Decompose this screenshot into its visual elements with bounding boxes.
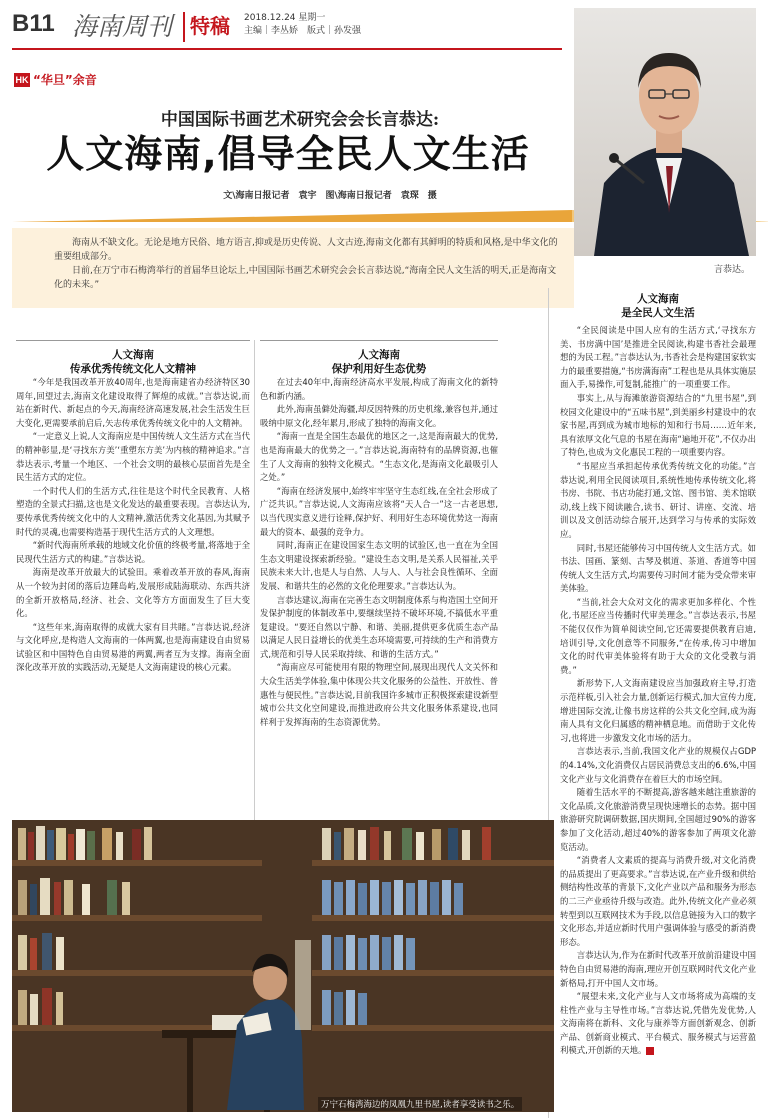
body-paragraph: 言恭达认为,作为在新时代改革开放前沿建设中国特色自由贸易港的海南,理应开创互联网时代文化产业新格局,打开中国人文市场。 (560, 950, 756, 988)
portrait-photo (574, 8, 756, 256)
section-heading-line: 保护利用好生态优势 (331, 363, 427, 375)
body-paragraph: “新时代海南所承载的地域文化价值的终极考量,将落地于全民现代生活方式的构建。”言恭达说。 (16, 540, 250, 564)
body-paragraph: 海南是改革开放最大的试验田。乘着改革开放的春风,海南从一个较为封闭的落后边陲岛屿,发展形成陆海联动、东西共济的全新开放格局,经济、社会、文化等方方面面发生了巨大变化。 (16, 567, 250, 619)
end-mark-icon (646, 1047, 654, 1055)
section-label: 特稿 (190, 14, 230, 38)
body-paragraph: “海南应尽可能使用有限的物理空间,展现出现代人文关怀和大众生活美学体验,集中体现公共文化服务的公益性、开放性、普惠性与便民性。”言恭达说,目前我国许多城市正积极探索建设新型城市公共文化空间建设,而推进政府公共文化服务体系建设,也同样利于发挥海南的生态资源优势。 (260, 662, 498, 727)
issue-meta (244, 12, 361, 38)
article-column (260, 348, 498, 818)
section-heading-line: 人文海南 (112, 349, 154, 361)
headline: 人文海南,倡导全民人文生活 (46, 132, 530, 176)
section-heading (560, 292, 756, 320)
body-paragraph: “海南一直是全国生态最优的地区之一,这是海南最大的优势,也是海南最大的优势之一。”言恭达说,海南特有的品牌资源,也催生了人文海南的独特文化模式。“生态文化,是海南文化最吸引人之处。” (260, 431, 498, 483)
body-paragraph: “海南在经济发展中,始终牢牢坚守生态红线,在全社会形成了广泛共识。”言恭达说,人文海南应该将“天人合一”这一古老思想,以当代现实意义进行诠释,保护好、利用好生态环境优势这一海南最大的资本、最强的竞争力。 (260, 485, 498, 537)
portrait-caption: 言恭达。 (713, 265, 750, 275)
masthead-divider (183, 12, 185, 42)
body-paragraph: 事实上,从与海滩旅游资源结合的“九里书屋”,到校园文化建设中的“五味书屋”,到美丽乡村建设中的农家书屋,再到成为城市地标的知和行书局……近年来,具有浓厚文化气息的书屋在海南“遍地开花”,不仅办出了特色,也成为文化惠民工程的一项重要内容。 (560, 392, 756, 458)
page-number: B11 (12, 10, 55, 37)
body-paragraph: “全民阅读是中国人应有的生活方式,‘寻找东方美、书房满中国’是推进全民阅读,构建书香社会最理想的为民工程。”言恭达认为,书香社会是构建国家软实力的最重要措施,“书房满海南”工程也是从具体实施层面入手,易操作,可复制,能推广的一项重要工作。 (560, 325, 756, 390)
bookstore-photo (12, 820, 554, 1112)
article-column (560, 292, 756, 1115)
section-heading-line: 是全民人文生活 (621, 307, 695, 319)
body-paragraph: 在过去40年中,海南经济高水平发展,构成了海南文化的新特色和新内涵。 (260, 377, 498, 401)
body-paragraph: “这些年来,海南取得的成就大家有目共睹。”言恭达说,经济与文化呼应,是构造人文海南的一体两翼,也是海南建设自由贸易试验区和中国特色自由贸易港的两翼,两者互为支撑。海南全面深化改革开放的实践活动,无疑是人文海南建设的核心元素。 (16, 621, 250, 673)
lead-paragraph: 海南从不缺文化。无论是地方民俗、地方语言,抑或是历史传说、人文古迹,海南文化都有其鲜明的特质和风格,是中华文化的重要组成部分。 (54, 238, 558, 262)
section-heading-line: 人文海南 (637, 293, 679, 305)
speaker-portrait-icon (574, 8, 756, 256)
body-paragraph: 同时,海南正在建设国家生态文明的试验区,也一直在为全国生态文明建设探索新经验。“建设生态文明,是关系人民福祉,关乎民族未来大计,也是人与自然、人与人、人与社会良性循环、全面发展、和谐共生的必然的文化伦理要求。”言恭达认为。 (260, 540, 498, 591)
column-rule (260, 340, 498, 341)
body-paragraph: 此外,海南虽僻处海疆,却反因特殊的历史机缘,兼容包并,通过吸纳中原文化,经年累月,形成了独特的海南文化。 (260, 404, 498, 428)
editor-credits: 主编｜李丛娇 版式｜孙发强 (244, 26, 362, 36)
column-rule (16, 340, 250, 341)
column-tag: “华旦”余音 (33, 73, 97, 87)
article-column (16, 348, 250, 818)
section-heading (16, 348, 250, 376)
body-paragraph: 新形势下,人文海南建设应当加强政府主导,打造示范样板,引入社会力量,创新运行模式,加大宣传力度,增进国际交流,让像书房这样的公共文化空间,成为海南人具有文化归属感的精神栖息地。而借助于文化传习,也将进一步激发文化市场的活力。 (560, 678, 756, 743)
lead-paragraph: 日前,在万宁市石梅湾举行的首届华旦论坛上,中国国际书画艺术研究会会长言恭达说,“海南全民人文生活的明天,正是海南文化的未来。” (54, 266, 557, 290)
body-paragraph: “一定意义上说,人文海南应是中国传统人文生活方式在当代的精神彰显,是‘寻找东方美’‘重塑东方美’为内核的精神追求。”言恭达表示,考量一个地区、一个社会文明的最核心层面首先是全民生活方式的定位。 (16, 431, 250, 483)
body-paragraph: 言恭达建议,海南在完善生态文明制度体系与构造国土空间开发保护制度的体制改革中,要继续坚持不破坏环境,不搞低水平重复建设。“要还自然以宁静、和谐、美丽,提供更多优质生态产品以满足人民日益增长的优美生态环境需要,可持续的生产和消费方式,规范和引导人民采取持续、和谐的生活方式。” (260, 594, 498, 659)
body-paragraph: 一个时代人们的生活方式,往往是这个时代全民教育、人格塑造的全景式扫描,这也是文化发达的最重要表现。言恭达认为,要传承优秀传统文化中的人文精神,激活优秀文化基因,为其赋予时代的灵魂,也需要构造基于现代生活方式的人文理想。 (16, 485, 250, 537)
bookshelf-reader-photo-icon (12, 820, 554, 1112)
body-paragraph: 随着生活水平的不断提高,游客越来越注重旅游的文化品质,文化旅游消费呈现快速增长的态势。据中国旅游研究院调研数据,国庆期间,全国超过90%的游客参加了文化活动,超过40%的游客参加了两项文化游览活动。 (560, 787, 756, 852)
lead-box (12, 228, 574, 308)
body-paragraph-text: “展望未来,文化产业与人文市场将成为高端的支柱性产业与主导性市场。”言恭达说,凭借先发优势,人文海南将在新科、文化与康养等方面创新观念、创新产品、创新商业模式、平台模式、服务模式与运营盈利模式,开创新的天地。 (560, 991, 756, 1056)
column-divider (254, 340, 255, 820)
hk-badge-icon: HK (15, 75, 29, 85)
issue-date: 2018.12.24 星期一 (244, 13, 326, 23)
headline-kicker: 中国国际书画艺术研究会会长言恭达: (160, 110, 440, 130)
publication-logo (70, 8, 180, 44)
body-paragraph: 同时,书屋还能够传习中国传统人文生活方式。如书法、国画、篆刻、古琴及棋道、茶道、香道等中国传统人文生活方式,均需要传习时间才能为受众带来审美体验。 (560, 542, 756, 594)
section-heading-line: 人文海南 (358, 349, 400, 361)
section-heading (260, 348, 498, 376)
publication-name: 海南周刊 (72, 12, 173, 41)
top-rule (12, 48, 562, 50)
body-paragraph: 言恭达表示,当前,我国文化产业的规模仅占GDP的4.14%,文化消费仅占居民消费总支出的6.6%,中国文化产业与文化消费存在着巨大的市场空间。 (560, 746, 756, 784)
body-paragraph: “今年是我国改革开放40周年,也是海南建省办经济特区30周年,回望过去,海南文化建设取得了辉煌的成就。”言恭达说,而站在新时代、新起点的今天,海南经济高速发展,社会生活发生巨大变化,更需要承前启后,矢志传承优秀传统文化中的人文精神。 (16, 377, 250, 428)
section-heading-line: 传承优秀传统文化人文精神 (70, 363, 196, 375)
body-paragraph: “消费者人文素质的提高与消费升级,对文化消费的品质提出了更高要求。”言恭达说,在产业升级和供给侧结构性改革的背景下,文化产业以产品和服务为形态的二三产业亟待升级与改造。此外,传统文化产业必须转型到以互联网技术为手段,以信息链接为入口的数字文化形态,并适应新时代用户强调体验与感受的新消费形态。 (560, 855, 756, 947)
body-paragraph (560, 990, 756, 1058)
photo-caption: 万宁石梅湾海边的凤凰九里书屋,读者享受读书之乐。 (318, 1097, 522, 1111)
body-paragraph: “书屋应当承担起传承优秀传统文化的功能。”言恭达说,利用全民阅读项目,系统性地传承传统文化,将书房、书院、书店功能打通,文馆、图书馆、美术馆联动,线上线下阅读融合,读书、研讨、讲座、交流、培训以及文创活动综合展开,达到学习与传承的实际效应。 (560, 460, 756, 539)
masthead-logo-icon (70, 8, 180, 44)
body-paragraph: “当前,社会大众对文化的需求更加多样化、个性化,书屋还应当传播时代审美理念。”言恭达表示,书屋不能仅仅作为简单阅读空间,它还需要提供教育启迪,培训引导,文化创意等不同服务,“在传承,传习中增加文化的时代审美体验将有助于大众的文化受教与消费。” (560, 596, 756, 675)
byline: 文\海南日报记者 袁宇 图\海南日报记者 袁琛 摄 (223, 191, 437, 201)
